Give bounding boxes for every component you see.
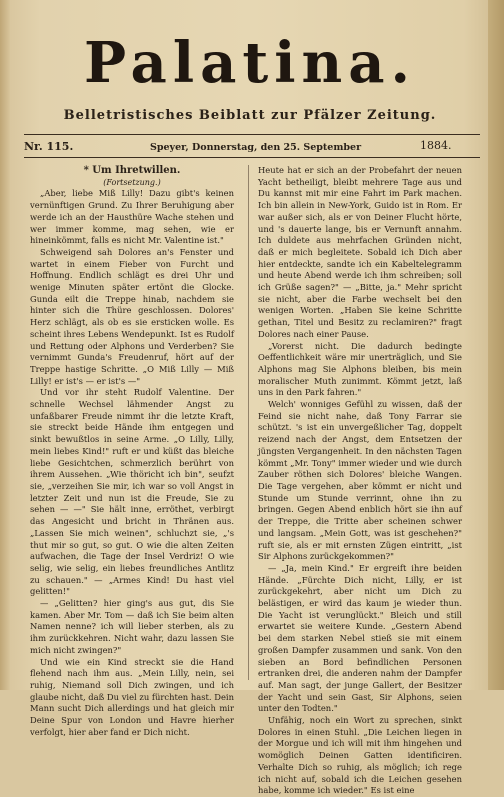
paragraph: Und wie ein Kind streckt sie die Hand flehend nach ihm aus. „Mein Lilly, nein, sei ruhig, Niemand soll Dich zwingen, und ich glaube nicht, daß Du viel zu fürchten hast. Dein Mann sucht Dich allerdings und hat gleich mir Deine Spur von London und Havre hierher verfolgt, hier aber fand er Dich nicht. — [30, 656, 234, 737]
continuation-note: (Fortsetzung.) — [103, 177, 161, 187]
column-right — [258, 165, 462, 796]
page-edge-left — [0, 0, 10, 690]
paragraph: — „Ja, mein Kind." Er ergreift ihre beiden Hände. „Fürchte Dich nicht, Lilly, er ist zurückgekehrt, aber nicht um Dich zu belästigen, er wird das kaum je wieder thun. Die Yacht ist verunglückt." Bleich und still erwartet sie weitere Kunde. „Gestern Abend bei dem starken Nebel stieß sie mit einem großen Dampfer zusammen und sank. Von den sieben an Bord befindlichen Personen ertranken drei, die anderen nahm der Dampfer auf. Man sagt, der junge Gallert, der Besitzer der Yacht und sein Gast, Sir Alphons, seien unter den Todten." — [258, 562, 462, 714]
top-rule — [24, 134, 480, 135]
header-rule — [24, 157, 480, 158]
masthead-subtitle: Belletristisches Beiblatt zur Pfälzer Zeitung. — [63, 108, 437, 123]
paragraph: Welch' wonniges Gefühl zu wissen, daß der Feind sie nicht nahe, daß Tony Farrar sie schützt. 's ist ein unvergeßlicher Tag, doppelt reizend nach der Angst, dem Entsetzen der jüngsten Vergangenheit. In den nächsten Tagen kömmt „Mr. Tony" immer wieder und wie durch Zauber röthen sich Dolores' bleiche Wangen. Die Tage vergehen, aber kömmt er nicht und Stunde um Stunde verrinnt, ohne ihn zu bringen. Gegen Abend enblich hört sie ihn auf der Treppe, die Tritte aber scheinen schwer und langsam. „Mein Gott, was ist geschehen?" ruft sie, als er mit ernsten Zügen eintritt, „ist Sir Alphons zurückgekommen?" — [258, 399, 462, 562]
paragraph: Unfähig, noch ein Wort zu sprechen, sinkt Dolores in einen Stuhl. „Die Leichen liegen in der Morgue und ich will mit ihm hingehen und womöglich Deinen Gatten identificiren. Verhalte Dich so ruhig, als möglich; ich rege ich nicht auf, sobald ich die Leichen gesehen habe, komme ich wieder." Es ist eine — [258, 715, 462, 796]
column-left — [30, 165, 234, 737]
page-edge-right — [488, 0, 504, 690]
year: 1884. — [420, 139, 452, 152]
issue-number: Nr. 115. — [24, 140, 74, 153]
place-date: Speyer, Donnerstag, den 25. September — [150, 142, 362, 153]
paragraph: Und vor ihr steht Rudolf Valentine. Der schnelle Wechsel lähmender Angst zu unfaßbarer Freude nimmt ihr die letzte Kraft, sie streckt beide Hände ihm entgegen und sinkt bewußtlos in seine Arme. „O Lilly, Lilly, mein liebes Kind!" ruft er und küßt das bleiche liebe Gesichtchen, schmerzlich berührt von ihrem Aussehen. „Wie thöricht ich bin", seufzt sie, „verzeihen Sie mir, ich war so voll Angst in letzter Zeit und nun ist die Freude, Sie zu sehen — —" Sie hält inne, erröthet, verbirgt das Angesicht und bricht in Thränen aus. „Lassen Sie mich weinen", schluchzt sie, „'s thut mir so gut, so gut. O wie die alten Zeiten aufwachen, die Tage der Insel Verdriz! O wie selig, wie selig, ein liebes freundliches Antlitz zu schauen." — „Armes Kind! Du hast viel gelitten!" — [30, 387, 234, 597]
paragraph: „Aber, liebe Miß Lilly! Dazu gibt's keinen vernünftigen Grund. Zu Ihrer Beruhigung aber werde ich an der Hausthüre Wache stehen und wer immer komme, mag sehen, wie er hineinkömmt, falls es nicht Mr. Valentine ist." — [30, 188, 234, 246]
paragraph: — „Gelitten? hier ging's aus gut, dis Sie kamen. Aber Mr. Tom — daß ich Sie beim alten Namen nenne? ich will lieber sterben, als zu ihm zurückkehren. Nicht wahr, dazu lassen Sie mich nicht zwingen?" — [30, 598, 234, 655]
column-divider — [248, 165, 249, 680]
paragraph: Schweigend sah Dolores an's Fenster und wartet in einem Fieber von Furcht und Hoffnung. Endlich schlägt es drei Uhr und wenige Minuten später ertönt die Glocke. Gunda eilt die Treppe hinab, nachdem sie hinter sich die Thüre geschlossen. Dolores' Herz schlägt, als ob es sie ersticken wolle. Es scheint ihres Lebens Wendepunkt. Ist es Rudolf und Rettung oder Alphons und Verderben? Sie vernimmt Gunda's Freudenruf, hört auf der Treppe hastige Schritte. „O Miß Lilly — Miß Lilly! er ist's — er ist's —" — [30, 246, 234, 386]
masthead-title: Palatina. — [83, 30, 417, 96]
paragraph: Heute hat er sich an der Probefahrt der neuen Yacht betheiligt, bleibt mehrere Tage aus und Du kannst mit mir eine Fahrt im Park machen. Ich bin allein in New-York, Guido ist in Rom. Er war außer sich, als er von Deiner Flucht hörte, und 's dauerte lange, bis er Vernunft annahm. Ich duldete aus mehrfachen Gründen nicht, daß er mich begleitete. Sobald ich Dich aber hier entdeckte, sandte ich ein Kabeltelegramm und heute Abend werde ich ihm schreiben; soll ich Grüße sagen?" — „Bitte, ja." Mehr spricht sie nicht, aber die Farbe wechselt bei den wenigen Worten. „Haben Sie keine Schritte gethan, Titel und Besitz zu reclamiren?" fragt Dolores nach einer Pause. — [258, 165, 462, 339]
article-title: * Um Ihretwillen. — [83, 165, 181, 176]
paragraph: „Vorerst nicht. Die dadurch bedingte Oeffentlichkeit wäre mir unerträglich, und Sie Alphons mag Sie Alphons bleiben, bis mein moralischer Muth zunimmt. Kömmt jetzt, laß uns in den Park fahren." — [258, 340, 462, 398]
